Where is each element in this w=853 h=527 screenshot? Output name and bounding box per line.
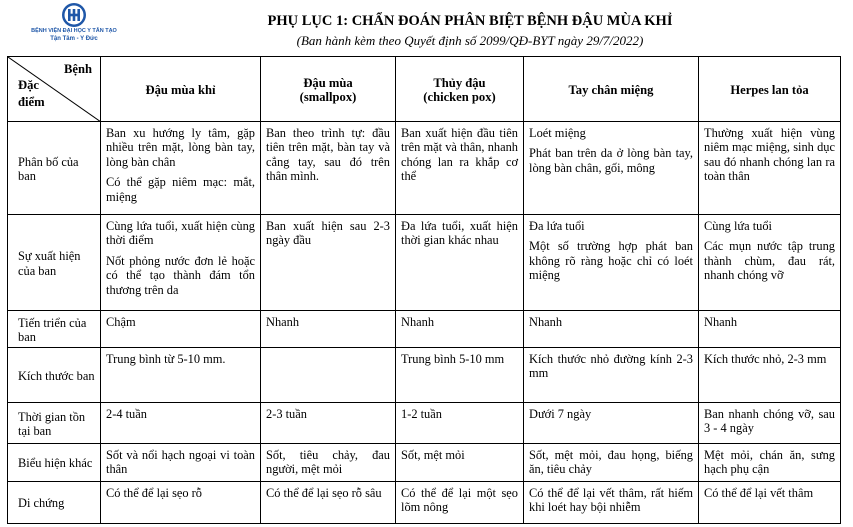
page-subtitle: (Ban hành kèm theo Quyết định số 2099/QĐ-BYT ngày 29/7/2022) (296, 33, 644, 48)
table-cell (524, 482, 699, 524)
table-row (8, 215, 841, 311)
hospital-motto: Tận Tâm - Y Đức (50, 36, 98, 42)
cell-paragraph: Một số trường hợp phát ban không rõ ràng hoặc chỉ có loét miệng (529, 239, 693, 283)
table-cell (261, 444, 396, 482)
table-cell (524, 122, 699, 215)
column-header-herpes (699, 57, 841, 122)
hospital-logo (24, 2, 124, 43)
cell-paragraph: Có thể để lại vết thâm (704, 486, 814, 500)
table-cell (396, 122, 524, 215)
cell-paragraph: Nhanh (529, 315, 563, 329)
table-row (8, 403, 841, 444)
table-cell (261, 215, 396, 311)
cell-paragraph: Cùng lứa tuổi (704, 219, 772, 233)
table-row (8, 348, 841, 403)
table-cell (699, 444, 841, 482)
table-cell (261, 122, 396, 215)
table-cell (101, 348, 261, 403)
row-label: Phân bố của ban (8, 122, 101, 215)
table-row (8, 122, 841, 215)
table-cell (101, 403, 261, 444)
page-title: PHỤ LỤC 1: CHẨN ĐOÁN PHÂN BIỆT BỆNH ĐẬU MÙA KHỈ (267, 13, 673, 29)
cell-paragraph: Các mụn nước tập trung thành chùm, đau rát, nhanh chóng vỡ (704, 239, 835, 283)
cell-paragraph: Nhanh (704, 315, 738, 329)
table-cell (101, 444, 261, 482)
cell-paragraph: Chậm (106, 315, 136, 329)
column-header-subtext: (smallpox) (299, 90, 357, 104)
cell-paragraph: Ban xuất hiện đầu tiên trên mặt và thân, nhanh chóng lan ra khắp cơ thể (401, 126, 518, 184)
hospital-emblem-icon (61, 2, 87, 28)
cell-paragraph: Có thể gặp niêm mạc: mắt, miệng (106, 175, 255, 204)
table-row (8, 482, 841, 524)
cell-paragraph: Kích thước nhỏ, 2-3 mm (704, 352, 827, 366)
column-header-subtext: (chicken pox) (423, 90, 496, 104)
table-cell (524, 215, 699, 311)
table-cell (396, 311, 524, 348)
cell-paragraph: Phát ban trên da ở lòng bàn tay, lòng bàn chân, gối, mông (529, 146, 693, 175)
cell-paragraph: Mệt mỏi, chán ăn, sưng hạch phụ cận (704, 448, 835, 477)
table-cell (524, 403, 699, 444)
column-header-chickenpox (396, 57, 524, 122)
cell-paragraph: Sốt và nổi hạch ngoại vi toàn thân (106, 448, 255, 477)
cell-paragraph: Sốt, mệt mỏi (401, 448, 465, 462)
cell-paragraph: Ban xu hướng ly tâm, gặp nhiều trên mặt, lòng bàn tay, lòng bàn chân (106, 126, 255, 169)
cell-paragraph: Ban theo trình tự: đầu tiên trên mặt, bàn tay và cẳng tay, sau đó trên thân mình. (266, 126, 390, 184)
corner-disease-label: Bệnh (64, 62, 92, 76)
row-label: Thời gian tồn tại ban (8, 403, 101, 444)
cell-paragraph: Kích thước nhỏ đường kính 2-3 mm (529, 352, 693, 381)
column-header-text: Thủy đậu (433, 75, 486, 90)
cell-paragraph: Có thể để lại sẹo rỗ (106, 486, 203, 500)
cell-paragraph: Nốt phỏng nước đơn lẻ hoặc có thể tạo thành đám tổn thương trên da (106, 253, 255, 297)
row-label: Kích thước ban (8, 348, 101, 403)
table-cell (524, 348, 699, 403)
table-cell (396, 215, 524, 311)
corner-feature-label: Đặc điểm (18, 78, 45, 109)
table-row (8, 444, 841, 482)
cell-paragraph: Nhanh (401, 315, 435, 329)
table-cell (699, 215, 841, 311)
cell-paragraph: Nhanh (266, 315, 300, 329)
table-cell (101, 122, 261, 215)
column-header-text: Đậu mùa khỉ (145, 82, 216, 97)
table-cell (261, 482, 396, 524)
table-cell (524, 311, 699, 348)
cell-paragraph: Trung bình 5-10 mm (401, 352, 505, 366)
cell-paragraph: 2-4 tuần (106, 407, 147, 421)
cell-paragraph: Ban nhanh chóng vỡ, sau 3 - 4 ngày (704, 407, 835, 436)
cell-paragraph: 1-2 tuần (401, 407, 442, 421)
cell-paragraph: Đa lứa tuổi (529, 219, 585, 233)
column-header-hand-foot-mouth (524, 57, 699, 122)
cell-paragraph: Thường xuất hiện vùng niêm mạc miệng, sinh dục sau đó nhanh chóng lan ra toàn thân (704, 126, 835, 184)
cell-paragraph: 2-3 tuần (266, 407, 307, 421)
cell-paragraph: Dưới 7 ngày (529, 407, 592, 421)
cell-paragraph: Sốt, mệt mỏi, đau họng, biếng ăn, tiêu chảy (529, 448, 693, 477)
cell-paragraph: Cùng lứa tuổi, xuất hiện cùng thời điểm (106, 219, 255, 248)
cell-paragraph: Loét miệng (529, 126, 586, 140)
table-cell (396, 482, 524, 524)
row-label: Tiến triển của ban (8, 311, 101, 348)
cell-paragraph: Ban xuất hiện sau 2-3 ngày đầu (266, 219, 390, 248)
table-cell (396, 444, 524, 482)
table-cell (396, 348, 524, 403)
table-row (8, 311, 841, 348)
table-cell (524, 444, 699, 482)
column-header-text: Đậu mùa (303, 75, 353, 90)
table-cell (396, 403, 524, 444)
table-cell (261, 348, 396, 403)
table-cell (699, 348, 841, 403)
row-label: Di chứng (8, 482, 101, 524)
hospital-name: BỆNH VIỆN ĐẠI HỌC Y TÂN TẠO (31, 28, 117, 34)
cell-paragraph: Trung bình từ 5-10 mm. (106, 352, 226, 366)
column-header-smallpox (261, 57, 396, 122)
table-cell (101, 482, 261, 524)
row-label: Sự xuất hiện của ban (8, 215, 101, 311)
cell-paragraph: Có thể để lại vết thâm, rất hiếm khi loét hay bội nhiễm (529, 486, 693, 515)
table-cell (699, 122, 841, 215)
table-cell (261, 403, 396, 444)
cell-paragraph: Có thể để lại một sẹo lõm nông (401, 486, 518, 515)
column-header-monkeypox (101, 57, 261, 122)
row-label: Biểu hiện khác (8, 444, 101, 482)
table-cell (261, 311, 396, 348)
differential-diagnosis-table (7, 56, 841, 524)
cell-paragraph: Đa lứa tuổi, xuất hiện thời gian khác nhau (401, 219, 518, 248)
table-corner-header (8, 57, 101, 122)
cell-paragraph: Có thể để lại sẹo rỗ sâu (266, 486, 382, 500)
column-header-text: Tay chân miệng (568, 82, 654, 97)
cell-paragraph: Sốt, tiêu chảy, đau người, mệt mỏi (266, 448, 390, 477)
table-cell (699, 311, 841, 348)
column-header-text: Herpes lan tỏa (730, 82, 809, 97)
table-cell (101, 311, 261, 348)
table-cell (101, 215, 261, 311)
table-cell (699, 482, 841, 524)
table-cell (699, 403, 841, 444)
